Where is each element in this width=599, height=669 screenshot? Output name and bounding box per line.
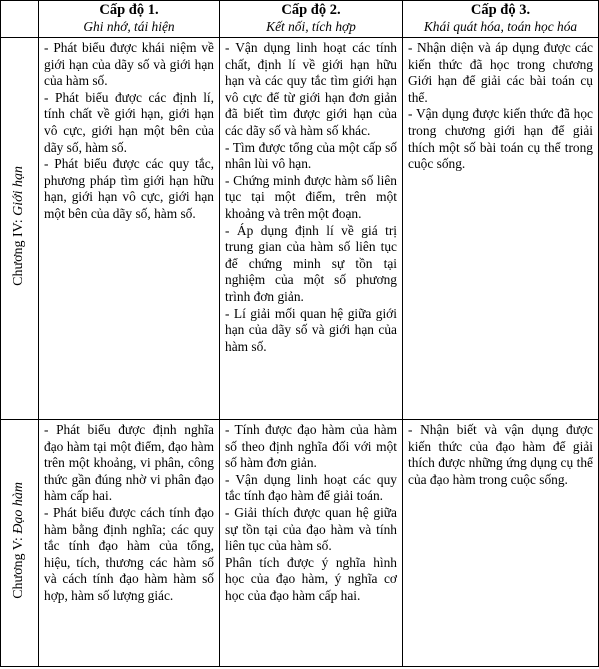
- header-row: [1, 1, 599, 38]
- level-2-title: Cấp độ 2.: [281, 2, 341, 18]
- chapter-prefix: Chương V:: [11, 534, 27, 600]
- list-item: - Phát biểu được các định lí, tính chất về giới hạn, giới hạn vô cực, giới hạn một bên của dãy số, hàm số.: [44, 89, 214, 155]
- chapter-cell: [1, 420, 39, 667]
- level-3-cell: [403, 38, 599, 420]
- chapter-label: [11, 482, 28, 599]
- chapter-prefix: Chương IV:: [11, 216, 27, 287]
- level-2-cell: [220, 38, 403, 420]
- level-3-subtitle: Khái quát hóa, toán học hóa: [423, 19, 578, 34]
- table-row: [1, 38, 599, 420]
- chapter-name: Đạo hàm: [11, 482, 27, 535]
- header-level-2: [220, 1, 403, 38]
- list-item: - Nhận biết và vận dụng được kiến thức của đạo hàm để giải thích được những ứng dụng cụ thể của đạo hàm trong cuộc sống.: [408, 422, 593, 487]
- header-corner: [1, 1, 39, 38]
- list-item: - Vận dụng linh hoạt các tính chất, định lí về giới hạn hữu hạn và các quy tắc tìm giới hạn vô cực để từ giới hạn đơn giản đã biết tìm được giới hạn của các dãy số và hàm số khác.: [225, 40, 397, 138]
- list-item: - Vận dụng được kiến thức đã học trong chương giới hạn để giải thích một số bài toán cụ thể trong cuộc sống.: [408, 106, 593, 172]
- level-2-cell: [220, 420, 403, 667]
- level-3-title: Cấp độ 3.: [470, 2, 531, 18]
- list-item: - Nhận diện và áp dụng được các kiến thức đã học trong chương Giới hạn để giải các bài toán cụ thể.: [408, 40, 593, 105]
- chapter-label: [11, 166, 28, 286]
- level-2-subtitle: Kết nối, tích hợp: [266, 19, 356, 34]
- list-item: - Lí giải mối quan hệ giữa giới hạn của dãy số và giới hạn của hàm số.: [225, 305, 397, 354]
- list-item: - Chứng minh được hàm số liên tục tại một điểm, trên một khoảng và trên một đoạn.: [225, 172, 397, 221]
- level-1-subtitle: Ghi nhớ, tái hiện: [83, 19, 175, 34]
- list-item: - Phát biểu được định nghĩa đạo hàm tại một điểm, đạo hàm trên một khoảng, vi phân, công thức gần đúng nhờ vi phân đạo hàm cấp hai.: [44, 422, 214, 504]
- level-1-cell: [39, 420, 220, 667]
- chapter-name: Giới hạn: [11, 166, 27, 217]
- list-item: - Áp dụng định lí về giá trị trung gian của hàm số liên tục để chứng minh sự tồn tại nghiệm của một số phương trình đơn giản.: [225, 222, 397, 304]
- list-item: Phân tích được ý nghĩa hình học của đạo hàm, ý nghĩa cơ học của đạo hàm cấp hai.: [225, 554, 397, 603]
- list-item: - Phát biểu được các quy tắc, phương pháp tìm giới hạn hữu hạn, giới hạn vô cực, giới hạn một bên của dãy số, hàm số.: [44, 156, 214, 221]
- header-level-1: [39, 1, 220, 38]
- list-item: - Phát biểu được cách tính đạo hàm bằng định nghĩa; các quy tắc tính đạo hàm của tổng, hiệu, tích, thương các hàm số và cách tính đạo hàm hàm số hợp, hàm số lượng giác.: [44, 504, 214, 603]
- list-item: - Tìm được tổng của một cấp số nhân lùi vô hạn.: [225, 139, 397, 172]
- level-1-cell: [39, 38, 220, 420]
- list-item: - Tính được đạo hàm của hàm số theo định nghĩa đối với một số hàm đơn giản.: [225, 422, 397, 471]
- chapter-cell: [1, 38, 39, 420]
- list-item: - Vận dụng linh hoạt các quy tắc tính đạo hàm để giải toán.: [225, 471, 397, 504]
- header-level-3: [403, 1, 599, 38]
- level-3-cell: [403, 420, 599, 667]
- level-1-title: Cấp độ 1.: [99, 2, 159, 18]
- table-row: [1, 420, 599, 667]
- list-item: - Giải thích được quan hệ giữa sự tồn tại của đạo hàm và tính liên tục của hàm số.: [225, 504, 397, 554]
- list-item: - Phát biểu được khái niệm về giới hạn của dãy số và giới hạn của hàm số.: [44, 40, 214, 89]
